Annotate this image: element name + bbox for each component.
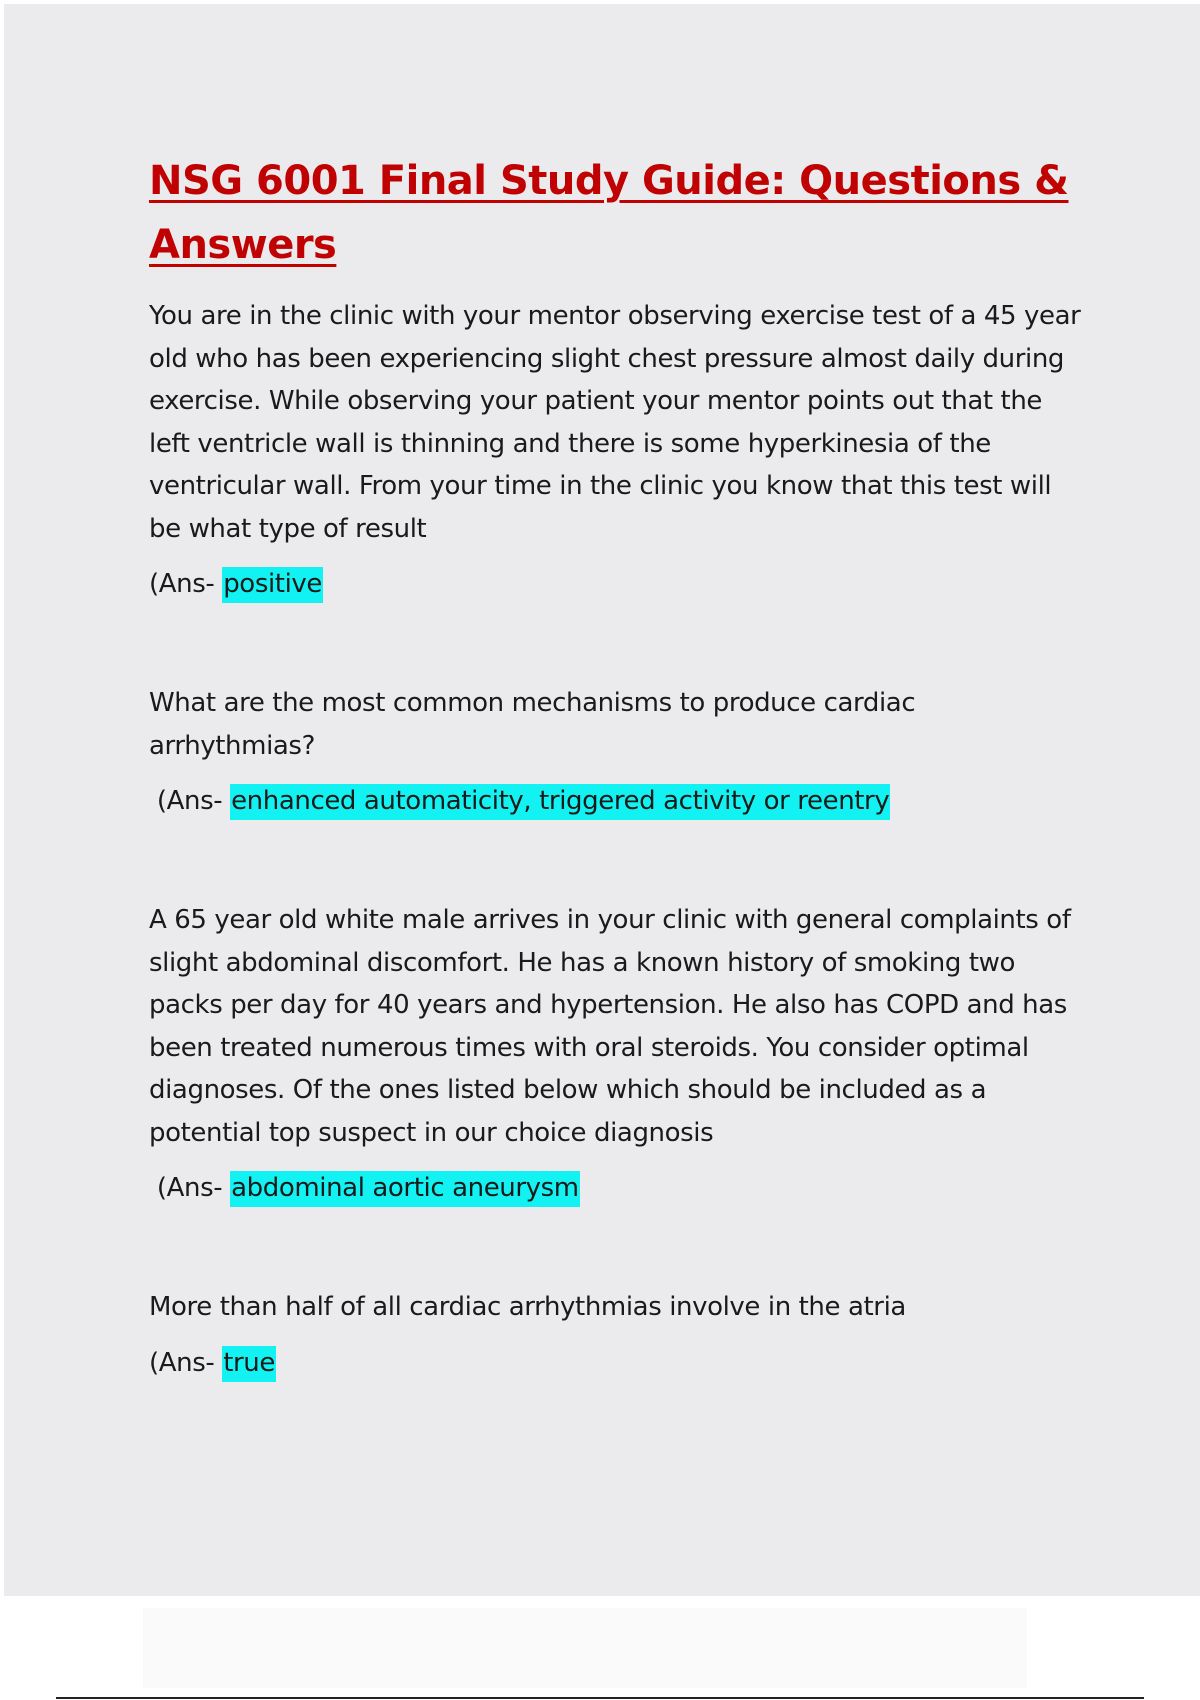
question-text: A 65 year old white male arrives in your clinic with general complaints of slight abdominal discomfort. He has a known history of smoking two packs per day for 40 years and hypertension. He also has COPD and has been treated numerous times with oral steroids. You consider optimal diagnoses. Of the ones listed below which should be included as a potential top suspect in our choice diagnosis [149, 905, 1071, 1148]
answer-highlight: true [222, 1346, 276, 1382]
page-divider [56, 1697, 1144, 1699]
answer-prefix: (Ans- [149, 786, 231, 816]
answer-line [149, 781, 1089, 821]
answer-highlight: enhanced automaticity, triggered activity or reentry [230, 784, 890, 820]
answer-prefix: (Ans- [149, 569, 223, 599]
answer-highlight: abdominal aortic aneurysm [230, 1171, 580, 1207]
document-content [149, 149, 1089, 1383]
question-text: What are the most common mechanisms to produce cardiac arrhythmias? [149, 688, 916, 761]
qa-item [149, 1286, 1089, 1383]
qa-item [149, 682, 1089, 821]
document-title: NSG 6001 Final Study Guide: Questions & Answers [149, 158, 1069, 268]
document-page [4, 4, 1200, 1596]
answer-highlight: positive [222, 567, 323, 603]
answer-prefix: (Ans- [149, 1173, 231, 1203]
next-page-preview [143, 1608, 1027, 1688]
qa-item [149, 899, 1089, 1208]
answer-line [149, 564, 1089, 604]
qa-item [149, 295, 1089, 604]
answer-line [149, 1168, 1089, 1208]
answer-line [149, 1343, 1089, 1383]
answer-prefix: (Ans- [149, 1347, 223, 1378]
question-text: More than half of all cardiac arrhythmias involve in the atria [149, 1292, 906, 1322]
question-text: You are in the clinic with your mentor observing exercise test of a 45 year old who has been experiencing slight chest pressure almost daily during exercise. While observing your patient your mentor points out that the left ventricle wall is thinning and there is some hyperkinesia of the ventricular wall. From your time in the clinic you know that this test will be what type of result [149, 301, 1081, 544]
